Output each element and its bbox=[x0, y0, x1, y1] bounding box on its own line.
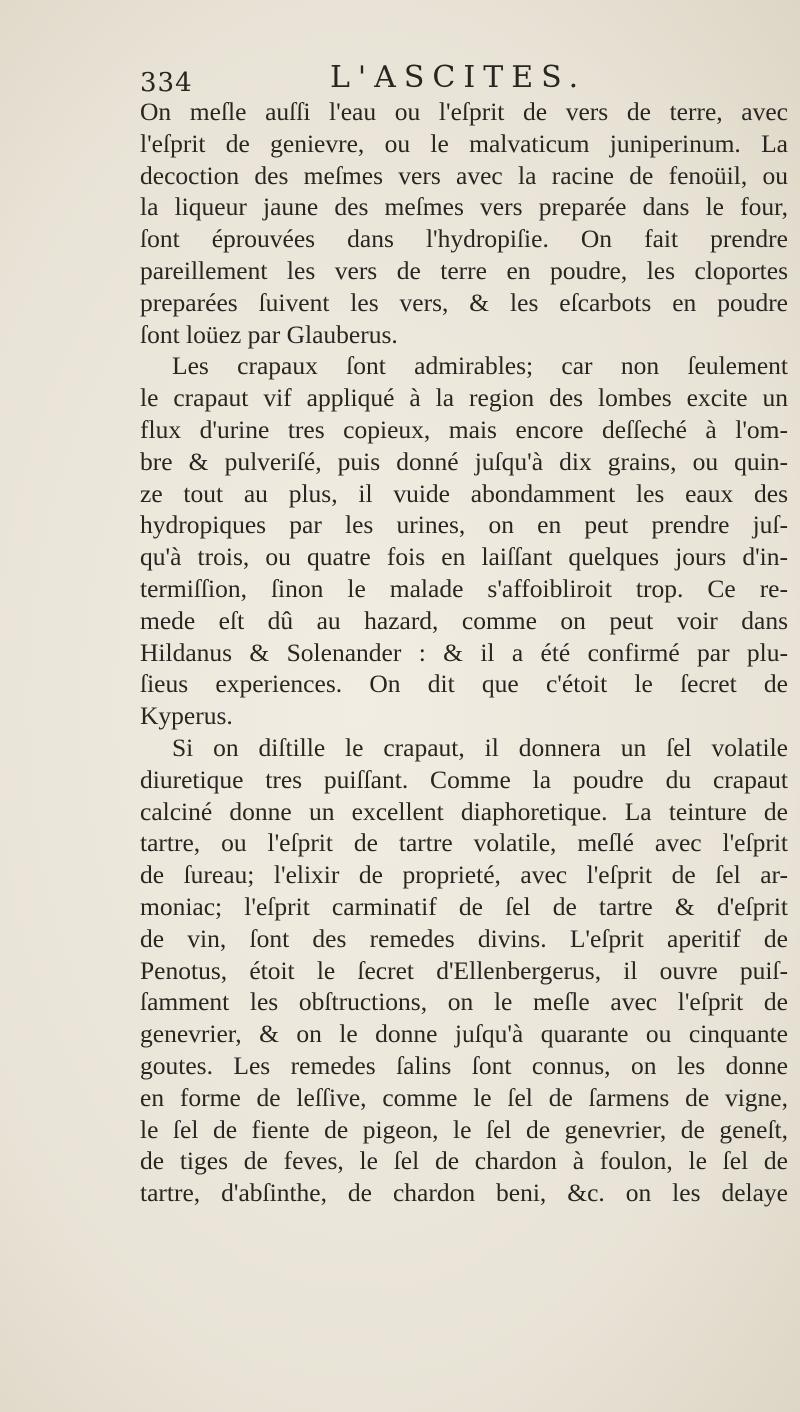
text-line: le ſel de fiente de pigeon, le ſel de genevrier, de geneſt, bbox=[140, 1114, 788, 1144]
page-header bbox=[140, 60, 780, 100]
text-line: ſamment les obſtructions, on le meſle avec l'eſprit de bbox=[140, 987, 788, 1017]
text-line: de tiges de feves, le ſel de chardon à foulon, le ſel de bbox=[140, 1146, 788, 1176]
text-line: qu'à trois, ou quatre fois en laiſſant quelques jours d'in- bbox=[140, 542, 788, 572]
text-line: decoction des meſmes vers avec la racine de fenoüil, ou bbox=[140, 160, 788, 190]
text-line: le crapaut vif appliqué à la region des lombes excite un bbox=[140, 383, 788, 413]
text-line: ſieus experiences. On dit que c'étoit le ſecret de bbox=[140, 669, 788, 699]
text-line: ſont éprouvées dans l'hydropiſie. On fait prendre bbox=[140, 224, 788, 254]
text-line: tartre, d'abſinthe, de chardon beni, &c. on les delaye bbox=[140, 1178, 788, 1208]
text-line: goutes. Les remedes ſalins ſont connus, on les donne bbox=[140, 1050, 788, 1080]
running-title: L'ASCITES. bbox=[330, 60, 587, 95]
text-line: Penotus, étoit le ſecret d'Ellenbergerus, il ouvre puiſ- bbox=[140, 955, 788, 985]
text-line: calciné donne un excellent diaphoretique. La teinture de bbox=[140, 796, 788, 826]
text-line: diuretique tres puiſſant. Comme la poudre du crapaut bbox=[140, 764, 788, 794]
text-line: ze tout au plus, il vuide abondamment les eaux des bbox=[140, 478, 788, 508]
text-line: genevrier, & on le donne juſqu'à quarante ou cinquante bbox=[140, 1019, 788, 1049]
text-line: l'eſprit de genievre, ou le malvaticum juniperinum. La bbox=[140, 128, 788, 158]
text-line: la liqueur jaune des meſmes vers preparée dans le four, bbox=[140, 192, 788, 222]
text-line: en forme de leſſive, comme le ſel de ſarmens de vigne, bbox=[140, 1082, 788, 1112]
text-line: bre & pulveriſé, puis donné juſqu'à dix grains, ou quin- bbox=[140, 446, 788, 476]
text-line: flux d'urine tres copieux, mais encore deſſeché à l'om- bbox=[140, 414, 788, 444]
text-line: de ſureau; l'elixir de proprieté, avec l'eſprit de ſel ar- bbox=[140, 860, 788, 890]
text-line: Si on diſtille le crapaut, il donnera un ſel volatile bbox=[172, 732, 788, 762]
text-line: ſont loüez par Glauberus. bbox=[140, 319, 398, 349]
text-line: Kyperus. bbox=[140, 701, 233, 731]
page-number: 334 bbox=[140, 68, 193, 98]
text-line: hydropiques par les urines, on en peut prendre juſ- bbox=[140, 510, 788, 540]
text-line: mede eſt dû au hazard, comme on peut voir dans bbox=[140, 605, 788, 635]
text-line: preparées ſuivent les vers, & les eſcarbots en poudre bbox=[140, 287, 788, 317]
text-line: Les crapaux ſont admirables; car non ſeulement bbox=[172, 351, 788, 381]
text-line: pareillement les vers de terre en poudre, les cloportes bbox=[140, 255, 788, 285]
text-line: moniac; l'eſprit carminatif de ſel de tartre & d'eſprit bbox=[140, 891, 788, 921]
text-line: termiſſion, ſinon le malade s'affoibliroit trop. Ce re- bbox=[140, 573, 788, 603]
text-line: de vin, ſont des remedes divins. L'eſprit aperitif de bbox=[140, 923, 788, 953]
text-line: tartre, ou l'eſprit de tartre volatile, meſlé avec l'eſprit bbox=[140, 828, 788, 858]
text-line: On meſle auſſi l'eau ou l'eſprit de vers de terre, avec bbox=[140, 97, 788, 126]
text-line: Hildanus & Solenander : & il a été confirmé par plu- bbox=[140, 637, 788, 667]
body-text bbox=[140, 96, 788, 1209]
